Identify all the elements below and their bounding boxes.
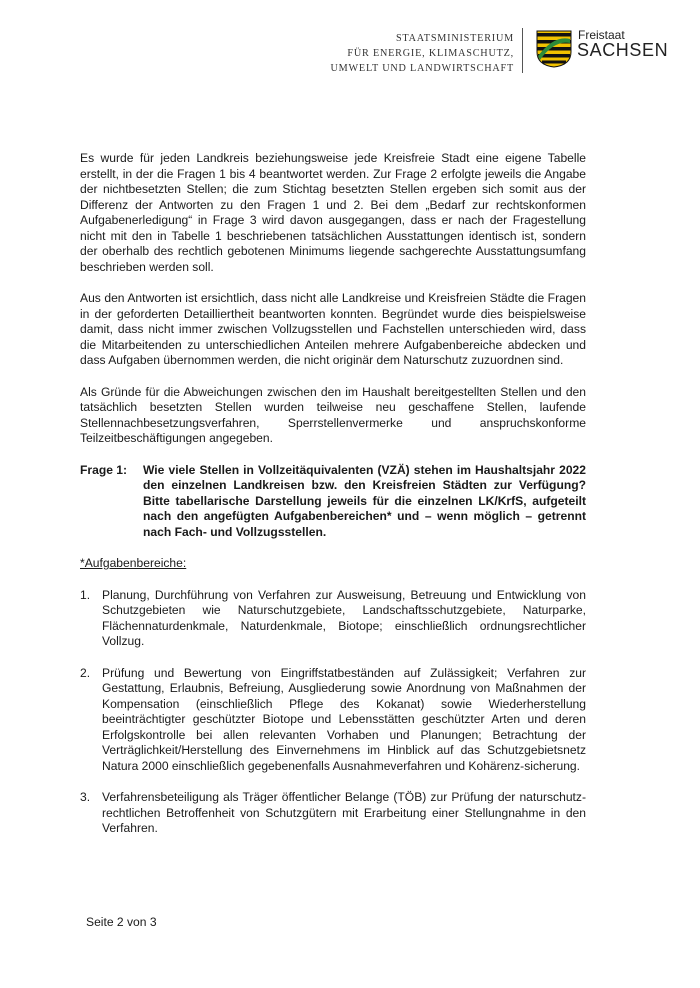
question-text: Wie viele Stellen in Vollzeitäquivalenten (VZÄ) stehen im Haushaltsjahr 2022 den einzelnen Landkreisen bzw. den Kreisfreien Städten zur Verfügung? Bitte tabellarische Darstellung jeweils für die einzelnen LK/KrfS, aufgeteilt nach den angefügten Aufgabenbereichen* und – wenn möglich – getrennt nach Fach- und Vollzugsstellen. [143,462,586,539]
list-text: Verfahrensbeteiligung als Träger öffentlicher Belange (TÖB) zur Prüfung der naturschutz-rechtlichen Betroffenheit von Schutzgütern mit Erarbeitung einer Stellungnahme in den Verfahren. [102,790,586,835]
list-text: Prüfung und Bewertung von Eingriffstatbeständen auf Zulässigkeit; Verfahren zur Gestattung, Erlaubnis, Befreiung, Ausgliederung sowie Anordnung von Maßnahmen der Kompensation (einschließlich Pflege des Kokanat) sowie Wiederherstellung beeinträchtigter geschützter Biotope und Lebensstätten geschützter Arten und deren Erfolgskontrolle bei allen relevanten Vorhaben und Planungen; Betrachtung der Verträglichkeit/Herstellung des Einvernehmens im Hinblick auf das Schutzgebietsnetz Natura 2000 einschließlich gegebenenfalls Ausnahmeverfahren und Kohärenz-sicherung. [102,665,586,773]
list-number: 3. [80,790,91,804]
list-item [80,666,586,775]
page-number: Seite 2 von 3 [86,915,157,929]
brand-freistaat: Freistaat [578,28,625,42]
list-number: 1. [80,587,91,602]
ministry-line: UMWELT UND LANDWIRTSCHAFT [330,63,514,74]
paragraph: Aus den Antworten ist ersichtlich, dass nicht alle Landkreise und Kreisfreien Städte die Fragen in der geforderten Detailliertheit beantworten konnten. Begründet wurde dies beispielsweise damit, dass nicht immer zwischen Vollzugsstellen und Fachstellen unterschieden wird, dass die Mitarbeitenden zu unterschiedlichen Anteilen mehrere Aufgabenbereiche abdecken und dass Aufgaben übernommen werden, die nicht originär dem Naturschutz zuzuordnen sind. [80,291,586,367]
list-item [80,790,586,837]
paragraph: Es wurde für jeden Landkreis beziehungsweise jede Kreisfreie Stadt eine eigene Tabelle erstellt, in der die Fragen 1 bis 4 beantwortet werden. Zur Frage 2 erfolgte jeweils die Angabe der nichtbesetzten Stellen; die zum Stichtag besetzten Stellen ergeben sich somit aus der Differenz der Antworten zu den Fragen 1 und 2. Bei dem „Bedarf zur rechtskonformen Aufgabenerledigung“ in Frage 3 wird davon ausgegangen, dass er nach der Fragestellung nicht mit den in Tabelle 1 beschriebenen tatsächlichen Ausstattungen identisch ist, sondern der oberhalb des rechtlich gebotenen Minimums liegende sachgerechte Ausstattungsumfang beschrieben werden soll. [80,151,586,274]
ministry-line: STAATSMINISTERIUM [395,33,514,44]
saxony-coat-of-arms-icon [536,30,572,68]
section-heading: *Aufgabenbereiche: [80,556,187,570]
list-number: 2. [80,665,91,680]
ministry-name [214,31,514,76]
list-item [80,588,586,650]
list-text: Planung, Durchführung von Verfahren zur Ausweisung, Betreuung und Entwicklung von Schutzgebieten wie Naturschutzgebiete, Landschaftsschutzgebiete, Naturparke, Flächennaturdenkmale, Naturdenkmale, Biotope; einschließlich ordnungsrechtlicher Vollzug. [102,587,586,648]
paragraph: Als Gründe für die Abweichungen zwischen den im Haushalt bereitgestellten Stellen und den tatsächlich besetzten Stellen wurden teilweise neu geschaffene Stellen, laufende Stellennachbesetzungsverfahren, Sperrstellenvermerke und anspruchskonforme Teilzeitbeschäftigungen angegeben. [80,384,586,445]
task-list [80,588,586,837]
header-divider [522,28,523,73]
brand-sachsen: SACHSEN [577,40,669,60]
question-block [80,463,586,541]
question-label: Frage 1: [80,462,128,477]
ministry-line: FÜR ENERGIE, KLIMASCHUTZ, [347,48,514,59]
document-body [80,151,586,853]
